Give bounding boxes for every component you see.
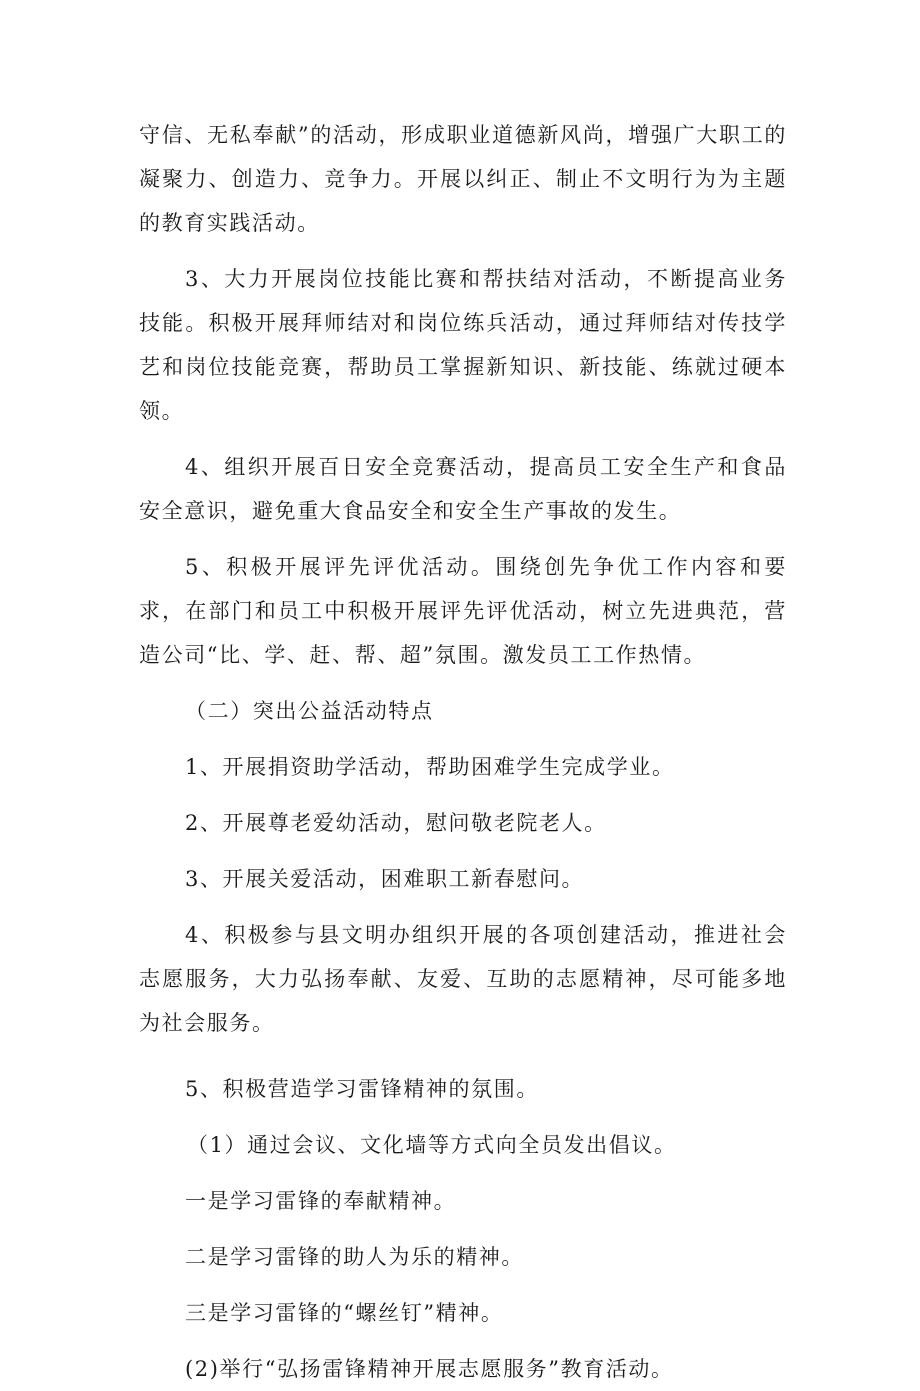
sub-point-3: 三是学习雷锋的“螺丝钉”精神。 xyxy=(185,1301,504,1325)
paragraph-continuation: 守信、无私奉献”的活动，形成职业道德新风尚，增强广大职工的凝聚力、创造力、竞争力。开展以纠正、制止不文明行为为主题的教育实践活动。 xyxy=(139,123,787,235)
paragraph-public-2: 2、开展尊老爱幼活动，慰问敬老院老人。 xyxy=(185,811,607,835)
sub-point-2: 二是学习雷锋的助人为乐的精神。 xyxy=(185,1245,524,1269)
sub-point-1: 一是学习雷锋的奉献精神。 xyxy=(185,1189,457,1213)
paragraph-item-5: 5、积极开展评先评优活动。围绕创先争优工作内容和要求，在部门和员工中积极开展评先评优活动，树立先进典范，营造公司“比、学、赶、帮、超”氛围。激发员工工作热情。 xyxy=(139,555,787,667)
paragraph-public-4: 4、积极参与县文明办组织开展的各项创建活动，推进社会志愿服务，大力弘扬奉献、友爱、互助的志愿精神，尽可能多地为社会服务。 xyxy=(139,923,787,1035)
paragraph-item-3: 3、大力开展岗位技能比赛和帮扶结对活动，不断提高业务技能。积极开展拜师结对和岗位练兵活动，通过拜师结对传技学艺和岗位技能竞赛，帮助员工掌握新知识、新技能、练就过硬本领。 xyxy=(139,267,787,423)
paragraph-public-3: 3、开展关爱活动，困难职工新春慰问。 xyxy=(185,867,585,891)
document-body xyxy=(139,113,787,1391)
section-heading-2: （二）突出公益活动特点 xyxy=(185,699,434,723)
paragraph-public-1: 1、开展捐资助学活动，帮助困难学生完成学业。 xyxy=(185,755,675,779)
paragraph-public-5: 5、积极营造学习雷锋精神的氛围。 xyxy=(185,1077,539,1101)
paragraph-item-4: 4、组织开展百日安全竞赛活动，提高员工安全生产和食品安全意识，避免重大食品安全和安全生产事故的发生。 xyxy=(139,455,787,523)
sub-item-1: （1）通过会议、文化墙等方式向全员发出倡议。 xyxy=(187,1133,677,1157)
sub-item-2: (2)举行“弘扬雷锋精神开展志愿服务”教育活动。 xyxy=(185,1357,674,1381)
